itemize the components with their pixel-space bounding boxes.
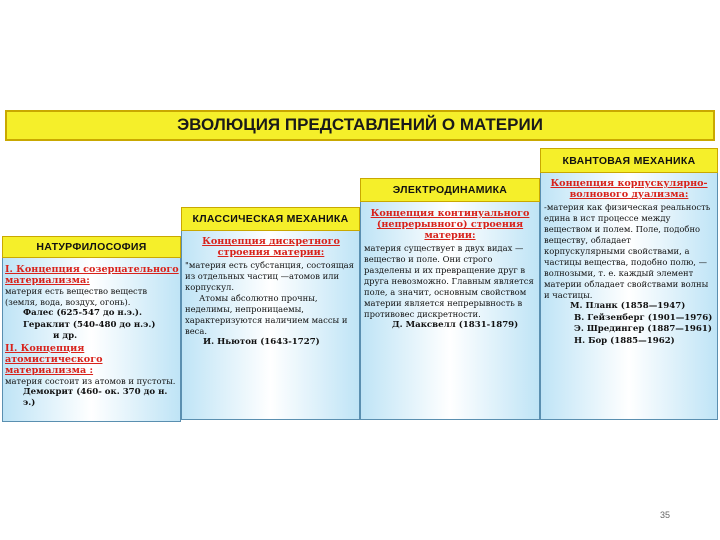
body-atomistic: материя состоит из атомов и пустоты. [5,375,176,386]
header-electrodynamics-label: ЭЛЕКТРОДИНАМИКА [392,184,508,196]
author-democritus: Демокрит (460- ок. 370 до н. э.) [23,386,168,408]
page-title: ЭВОЛЮЦИЯ ПРЕДСТАВЛЕНИЙ О МАТЕРИИ [177,115,543,134]
column-classical-mechanics-content [185,236,357,349]
header-electrodynamics [360,178,540,202]
author-maxwell: Д. Максвелл (1831-1879) [392,320,519,330]
page-number: 35 [660,510,671,520]
body-discrete: "материя есть субстанция, состоящая из отдельных частиц —атомов или корпускул. [185,260,354,292]
author-newton: И. Ньютон (1643-1727) [203,337,320,347]
author-schrodinger: Э. Шредингер (1887—1961) [574,324,712,334]
author-etc: и др. [53,331,78,341]
concept-wave-particle: Концепция корпускулярно-волнового дуализма: [550,178,708,200]
column-quantum-mechanics-content [544,178,714,347]
concept-discrete: Концепция дискретного строения материи: [202,236,340,258]
header-natural-philosophy-label: НАТУРФИЛОСОФИЯ [36,241,147,253]
column-natural-philosophy-content [5,264,179,410]
header-classical-mechanics [181,207,360,231]
column-electrodynamics-content [364,208,536,332]
header-natural-philosophy [2,236,181,258]
header-quantum-mechanics-label: КВАНТОВАЯ МЕХАНИКА [562,155,696,167]
concept-continual: Концепция континуального (непрерывного) строения материи: [370,208,530,241]
concept-contemplative: I. Концепция созерцательного материализма: [5,264,179,286]
concept-atomistic: II. Концепция атомистического материализма : [5,342,103,376]
body-continual: материя существует в двух видах — вещество и поле. Они строго разделены и их превращение друг в друга невозможно. Главным является поле, а значит, основным свойством материи является непрерывность в противовес дискретности. [364,243,534,319]
author-bohr: Н. Бор (1885—1962) [574,335,675,346]
author-planck: М. Планк (1858—1947) [570,301,686,311]
title-bar [5,110,715,141]
author-thales: Фалес (625-547 до н.э.). [23,308,142,318]
body-wave-particle: -материя как физическая реальность едина в ист процессе между веществом и полем. Поле, подобно веществу, обладает корпускулярными свойствами, а частицы вещества, подобно полю, — волнозыми, т. е. каждый элемент материи обладает свойствами волны и частицы. [544,202,711,300]
header-quantum-mechanics [540,148,718,173]
header-classical-mechanics-label: КЛАССИЧЕСКАЯ МЕХАНИКА [192,213,349,225]
body-contemplative: материя есть вещество веществ (земля, вода, воздух, огонь). [5,286,148,307]
author-heraclitus: Гераклит (540-480 до н.э.) [23,319,156,330]
author-heisenberg: В. Гейзенберг (1901—1976) [574,312,713,323]
body-discrete-atoms: Атомы абсолютно прочны, неделимы, непроницаемы, характеризуются наличием массы и веса. [185,293,348,336]
